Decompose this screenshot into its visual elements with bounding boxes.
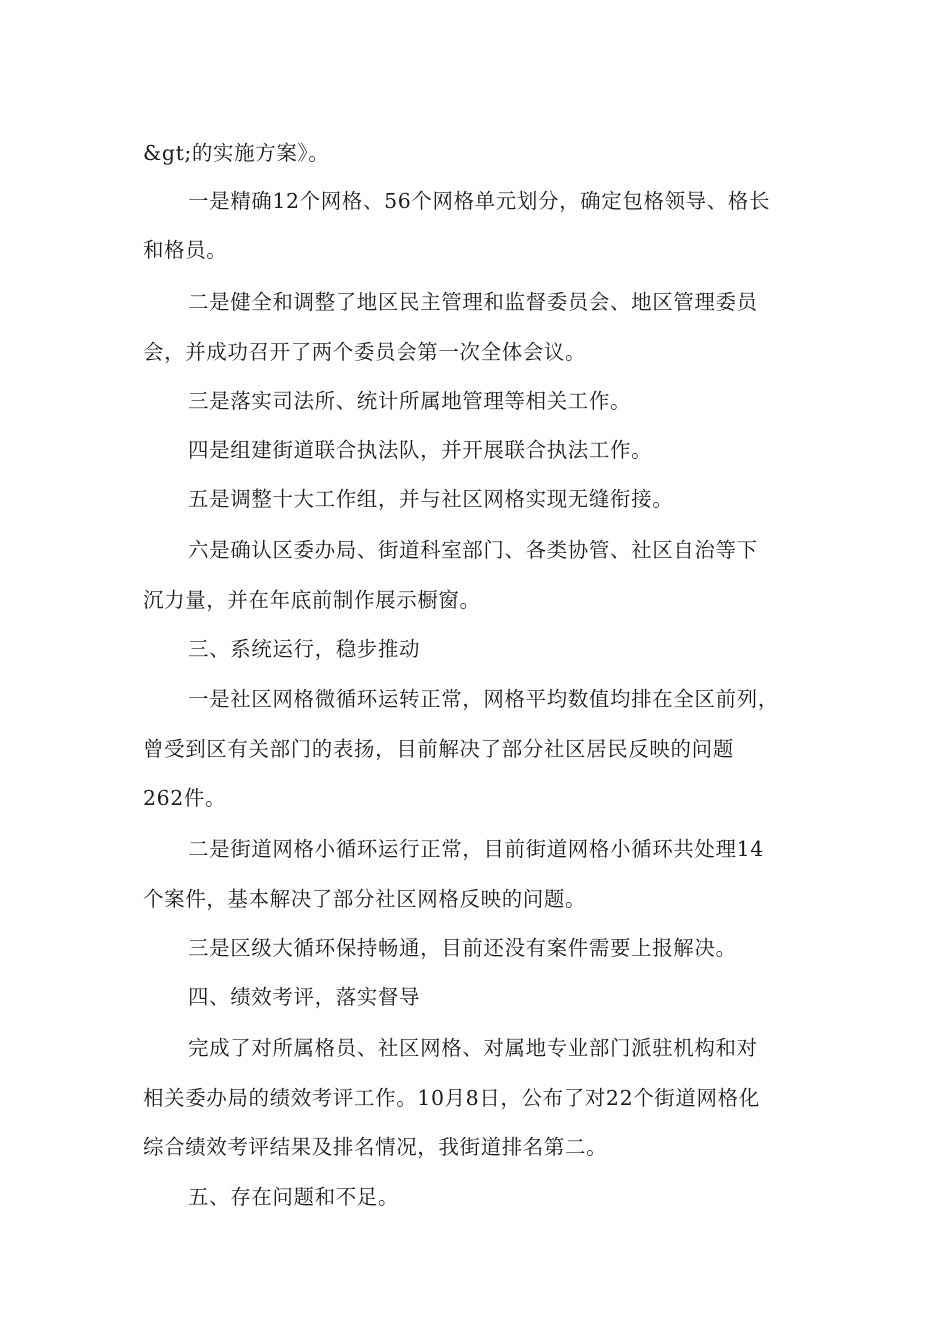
text-line-3: 和格员。	[143, 238, 228, 262]
text-line-14: 262件。	[143, 786, 227, 810]
text-line-15: 二是街道网格小循环运行正常，目前街道网格小循环共处理14	[188, 837, 764, 861]
text-line-1: &gt;的实施方案》。	[143, 141, 330, 165]
text-line-13: 曾受到区有关部门的表扬，目前解决了部分社区居民反映的问题	[143, 737, 734, 761]
text-line-20: 相关委办局的绩效考评工作。10月8日，公布了对22个街道网格化	[143, 1086, 760, 1110]
text-line-21: 综合绩效考评结果及排名情况，我街道排名第二。	[143, 1135, 608, 1159]
section-heading-5: 五、存在问题和不足。	[188, 1185, 399, 1209]
text-line-9: 六是确认区委办局、街道科室部门、各类协管、社区自治等下	[188, 538, 758, 562]
text-line-6: 三是落实司法所、统计所属地管理等相关工作。	[188, 389, 632, 413]
text-line-17: 三是区级大循环保持畅通，目前还没有案件需要上报解决。	[188, 936, 737, 960]
text-line-2: 一是精确12个网格、56个网格单元划分，确定包格领导、格长	[188, 189, 771, 213]
text-line-19: 完成了对所属格员、社区网格、对属地专业部门派驻机构和对	[188, 1036, 758, 1060]
text-line-10: 沉力量，并在年底前制作展示橱窗。	[143, 588, 481, 612]
section-heading-3: 三、系统运行，稳步推动	[188, 637, 421, 661]
text-line-5: 会，并成功召开了两个委员会第一次全体会议。	[143, 340, 587, 364]
text-line-7: 四是组建街道联合执法队，并开展联合执法工作。	[188, 438, 653, 462]
text-line-16: 个案件，基本解决了部分社区网格反映的问题。	[143, 887, 587, 911]
text-line-4: 二是健全和调整了地区民主管理和监督委员会、地区管理委员	[188, 290, 758, 314]
text-line-12: 一是社区网格微循环运转正常，网格平均数值均排在全区前列，	[188, 687, 779, 711]
section-heading-4: 四、绩效考评，落实督导	[188, 985, 421, 1009]
text-line-8: 五是调整十大工作组，并与社区网格实现无缝衔接。	[188, 487, 674, 511]
